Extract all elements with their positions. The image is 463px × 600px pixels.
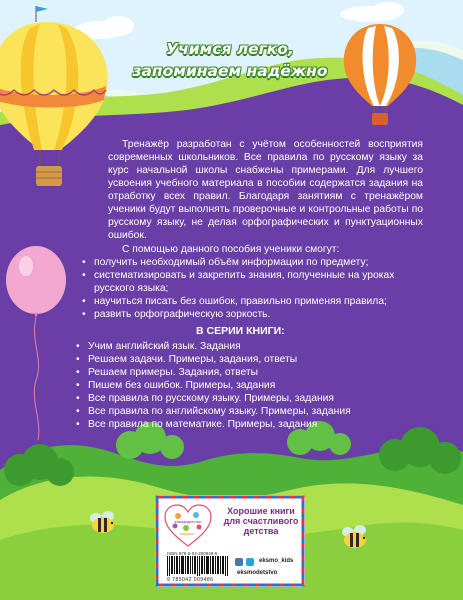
slogan-line-1: Учимся легко, [166, 40, 294, 58]
benefits-lead: С помощью данного пособия ученики смогут: [122, 244, 340, 255]
series-item: • Решаем задачи. Примеры, задания, ответы [76, 353, 416, 366]
series-item: • Все правила по английскому языку. Примеры, задания [76, 405, 416, 418]
slogan-line-2: запоминаем надёжно [132, 62, 328, 80]
benefits-list [82, 256, 432, 321]
series-item: • Пишем без ошибок. Примеры, задания [76, 379, 416, 392]
series-list [76, 340, 416, 431]
stamp-slogan: Хорошие книги для счастливого детства [223, 506, 299, 536]
intro-paragraph: Тренажёр разработан с учётом особенностей восприятия современных школьников. Все правила по русскому языку за курс начальной школы снабжены примерами. Для лучшего усвоения учебного материала в пособии содержатся задания на отработку всех правил. Благодаря занятиям с тренажёром ученики будут выполнять проверочные и контрольные работы по русскому языку, не делая орфографических и пунктуационных ошибок. [108, 139, 423, 241]
vk-icon [235, 558, 243, 566]
pink-balloon-icon [6, 246, 66, 440]
site-handle: eksmodetstvo [237, 570, 278, 576]
publisher-stamp [155, 495, 305, 587]
isbn-label: ISBN 978-5-04-200948-6 [167, 551, 218, 556]
series-item: • Все правила по русскому языку. Примеры, задания [76, 392, 416, 405]
benefit-item: • развить орфографическую зоркость. [82, 308, 432, 321]
series-heading: В СЕРИИ КНИГИ: [196, 325, 285, 337]
benefit-item: • научиться писать без ошибок, правильно применяя правила; [82, 295, 432, 308]
telegram-icon [246, 558, 254, 566]
social-handle: eksmo_kids [259, 558, 294, 564]
benefit-item: • получить необходимый объём информации по предмету; [82, 256, 432, 269]
barcode-icon [167, 556, 229, 576]
benefit-item: • систематизировать и закрепить знания, полученные на уроках русского языка; [82, 269, 432, 295]
heart-caption: #эксмодетство [174, 519, 202, 524]
heart-doodle-icon [164, 504, 212, 548]
cover-slogan [130, 38, 330, 82]
series-item: • Решаем примеры. Задания, ответы [76, 366, 416, 379]
barcode-digits: 9 785042 009486 [167, 577, 214, 583]
series-item: • Все правила по математике. Примеры, задания [76, 418, 416, 431]
series-item: • Учим английский язык. Задания [76, 340, 416, 353]
